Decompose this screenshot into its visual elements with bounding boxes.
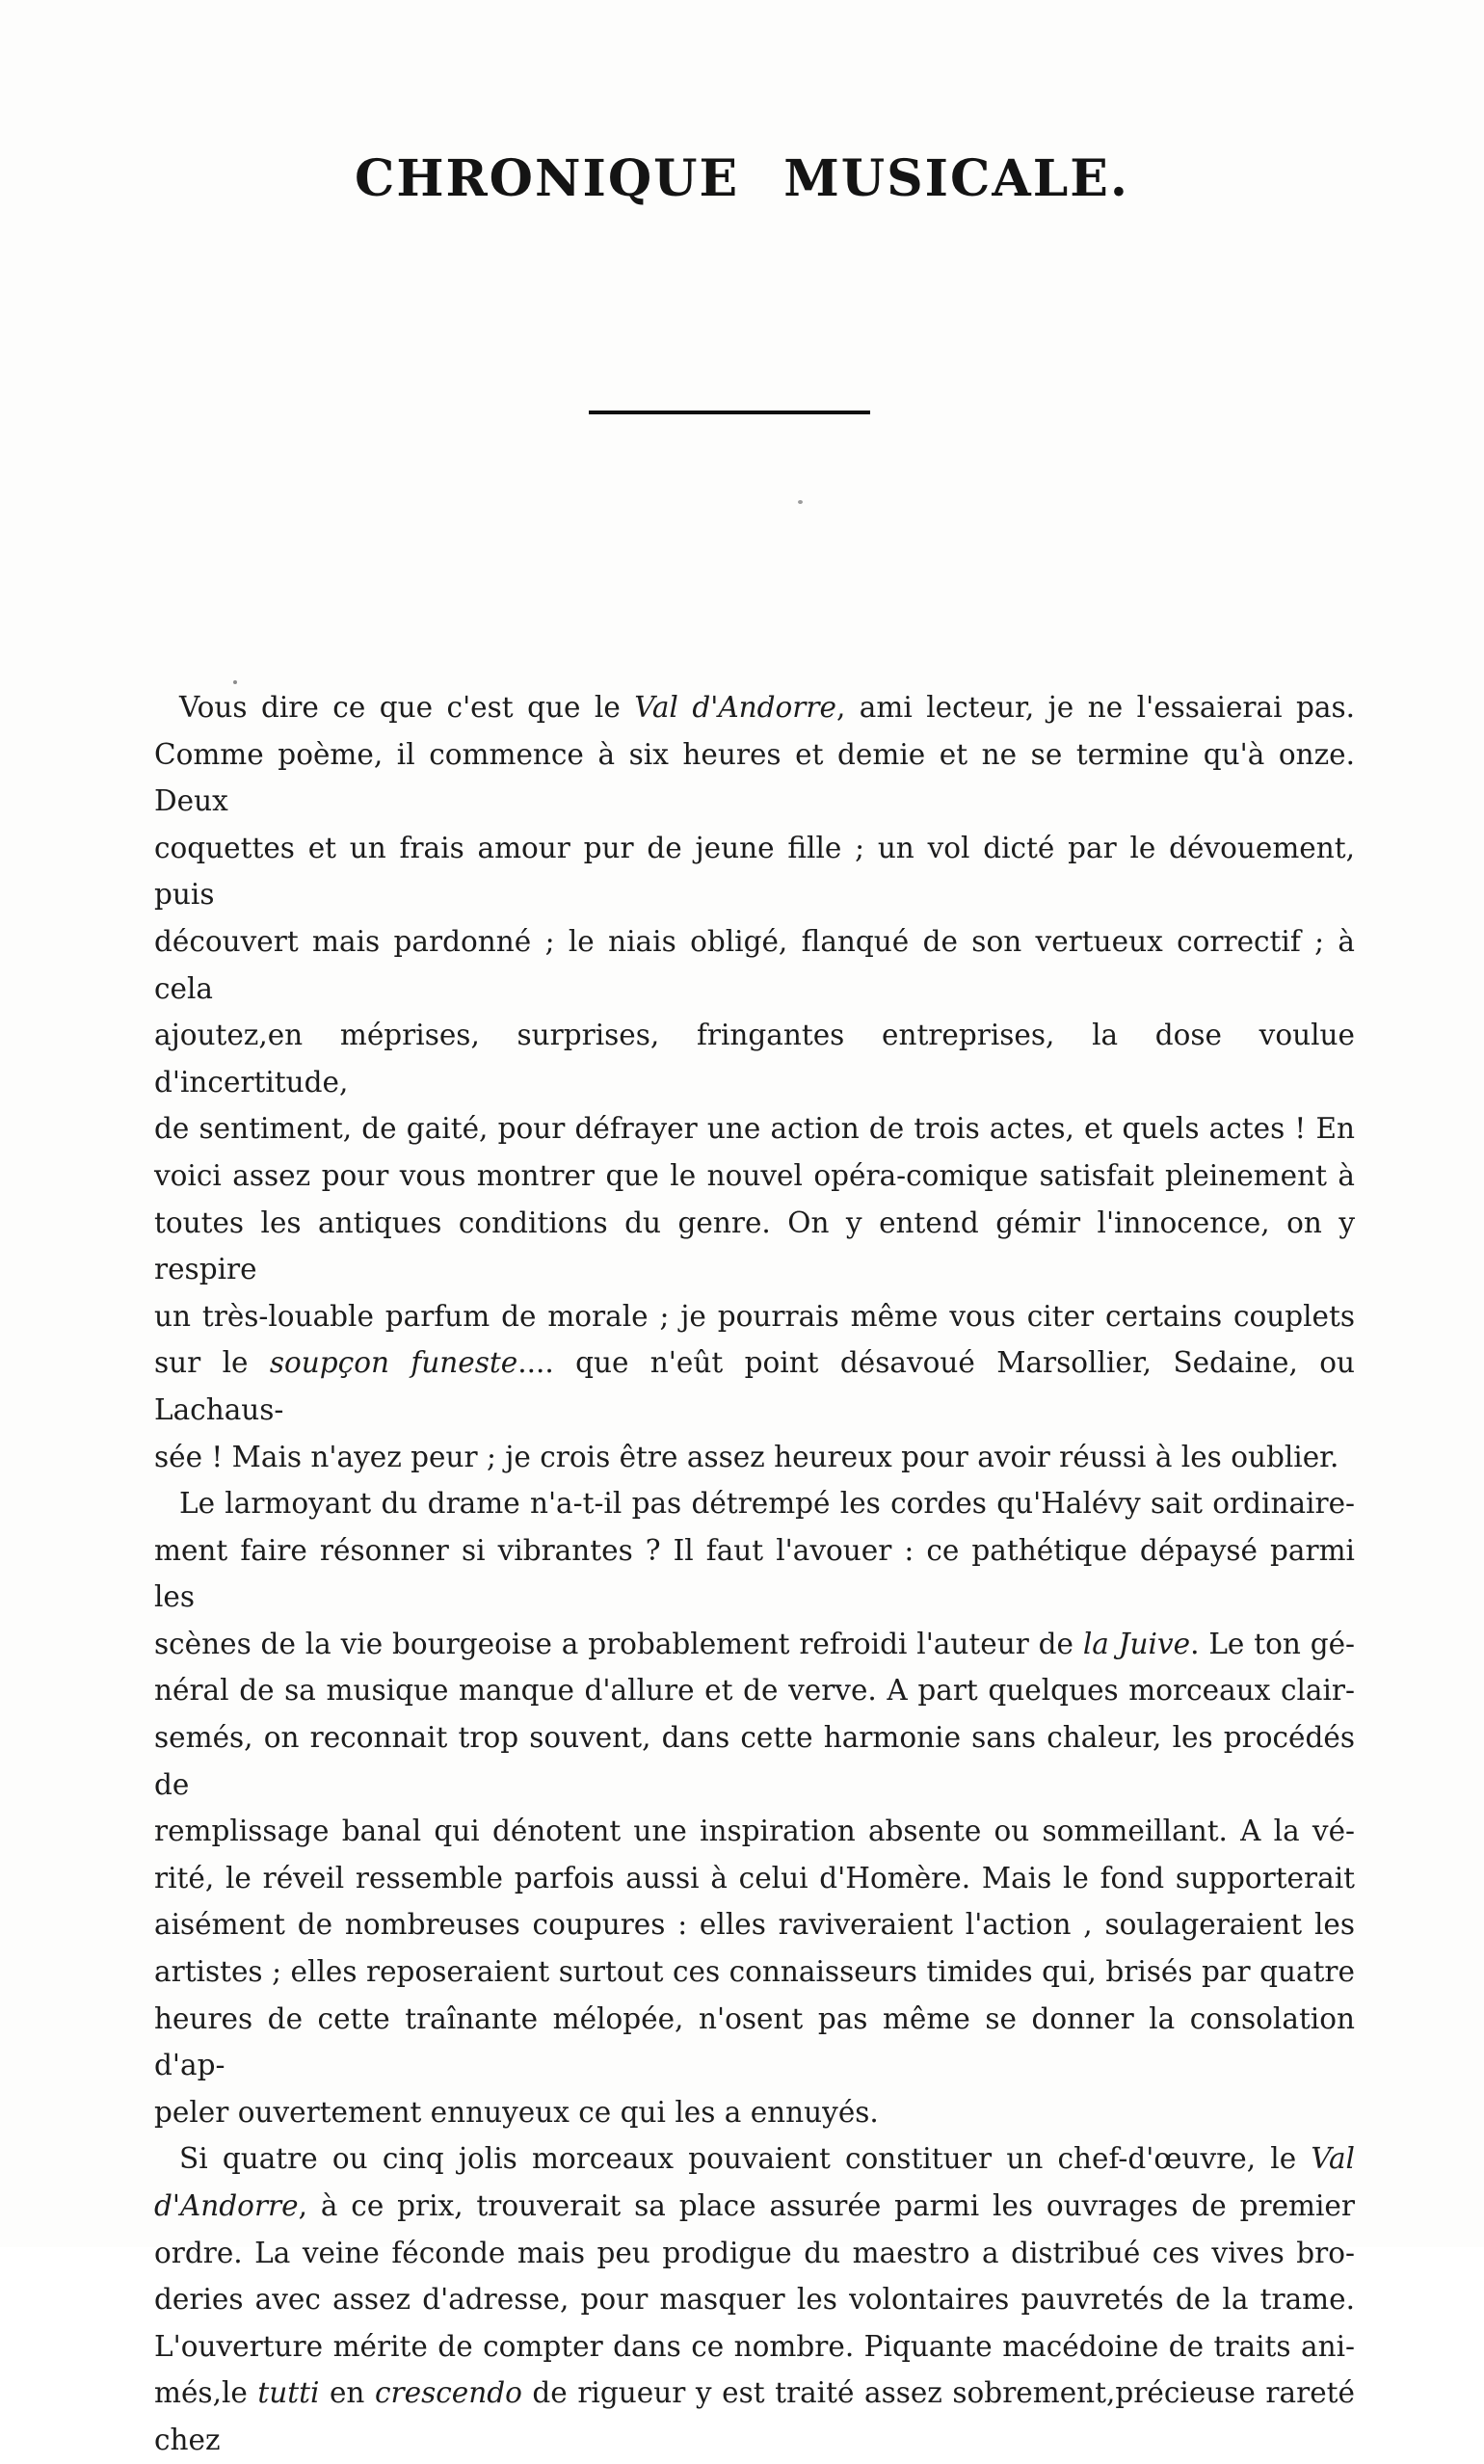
text-run: de sentiment, de gaité, pour défrayer une action de trois actes, et quels actes ! En bbox=[154, 1112, 1355, 1146]
title-divider bbox=[589, 411, 870, 414]
text-run: toutes les antiques conditions du genre. On y entend gémir l'innocence, on y respire bbox=[154, 1206, 1355, 1286]
paragraph bbox=[154, 2135, 1355, 2463]
text-run: sée ! Mais n'ayez peur ; je crois être assez heureux pour avoir réussi à les oublier. bbox=[154, 1440, 1339, 1473]
text-run: rité, le réveil ressemble parfois aussi à celui d'Homère. Mais le fond supporterait bbox=[154, 1861, 1355, 1894]
italic-text-run: Val d'Andorre bbox=[634, 691, 836, 724]
text-run: Vous dire ce que c'est que le bbox=[179, 691, 635, 724]
text-run: deries avec assez d'adresse, pour masquer les volontaires pauvretés de la trame. bbox=[154, 2283, 1355, 2317]
text-run: semés, on reconnait trop souvent, dans cette harmonie sans chaleur, les procédés de bbox=[154, 1721, 1355, 1801]
text-run: remplissage banal qui dénotent une inspiration absente ou sommeillant. A la vé- bbox=[154, 1815, 1355, 1848]
body-text bbox=[154, 684, 1355, 2464]
text-run: L'ouverture mérite de compter dans ce nombre. Piquante macédoine de traits ani- bbox=[154, 2329, 1355, 2363]
text-line bbox=[154, 1200, 1355, 1293]
italic-text-run: crescendo bbox=[375, 2376, 522, 2410]
text-run: néral de sa musique manque d'allure et de verve. A part quelques morceaux clair- bbox=[154, 1674, 1355, 1708]
text-run: més,le bbox=[154, 2376, 258, 2410]
text-line bbox=[154, 1948, 1355, 1996]
text-run: Si quatre ou cinq jolis morceaux pouvaient constituer un chef-d'œuvre, le bbox=[179, 2142, 1312, 2176]
text-line bbox=[154, 731, 1355, 825]
text-line bbox=[154, 1153, 1355, 1200]
text-line bbox=[154, 1808, 1355, 1855]
text-run: , à ce prix, trouverait sa place assurée parmi les ouvrages de premier bbox=[298, 2189, 1355, 2222]
text-line bbox=[154, 1855, 1355, 1902]
text-line bbox=[154, 1714, 1355, 1808]
text-line bbox=[154, 684, 1355, 731]
page-title: CHRONIQUE MUSICALE. bbox=[354, 149, 1130, 208]
italic-text-run: d'Andorre bbox=[154, 2189, 299, 2222]
text-run: aisément de nombreuses coupures : elles raviveraient l'action , soulageraient les bbox=[154, 1908, 1355, 1942]
text-line bbox=[154, 1105, 1355, 1153]
text-line bbox=[154, 1434, 1355, 1481]
text-line bbox=[154, 2089, 1355, 2136]
text-line bbox=[154, 825, 1355, 918]
italic-text-run: Val bbox=[1311, 2142, 1355, 2176]
text-line bbox=[154, 1480, 1355, 1527]
text-run: coquettes et un frais amour pur de jeune fille ; un vol dicté par le dévouement, puis bbox=[154, 831, 1355, 912]
text-run: découvert mais pardonné ; le niais obligé, flanqué de son vertueux correctif ; à cela bbox=[154, 924, 1355, 1005]
text-run: scènes de la vie bourgeoise a probablement refroidi l'auteur de bbox=[154, 1627, 1083, 1660]
text-run: peler ouvertement ennuyeux ce qui les a ennuyés. bbox=[154, 2095, 879, 2129]
text-line bbox=[154, 918, 1355, 1012]
text-run: . Le ton gé- bbox=[1190, 1627, 1355, 1660]
text-line bbox=[154, 1012, 1355, 1105]
text-run: en bbox=[319, 2376, 375, 2410]
text-line bbox=[154, 2323, 1355, 2371]
text-line bbox=[154, 1621, 1355, 1668]
italic-text-run: tutti bbox=[257, 2376, 320, 2410]
text-line bbox=[154, 1339, 1355, 1433]
text-run: de rigueur y est traité assez sobrement,précieuse rareté chez bbox=[154, 2376, 1355, 2456]
text-run: voici assez pour vous montrer que le nouvel opéra-comique satisfait pleinement à bbox=[154, 1158, 1355, 1192]
text-run: sur le bbox=[154, 1346, 270, 1380]
text-run: ordre. La veine féconde mais peu prodigue du maestro a distribué ces vives bro- bbox=[154, 2236, 1355, 2269]
text-line bbox=[154, 1293, 1355, 1340]
text-run: , ami lecteur, je ne l'essaierai pas. bbox=[835, 691, 1355, 724]
text-run: Le larmoyant du drame n'a-t-il pas détrempé les cordes qu'Halévy sait ordinaire- bbox=[179, 1487, 1355, 1521]
italic-text-run: la Juive bbox=[1082, 1627, 1191, 1660]
text-run: un très-louable parfum de morale ; je pourrais même vous citer certains couplets bbox=[154, 1299, 1355, 1333]
text-line bbox=[154, 2230, 1355, 2277]
text-run: ajoutez,en méprises, surprises, fringantes entreprises, la dose voulue d'incertitude, bbox=[154, 1019, 1355, 1099]
text-line bbox=[154, 1527, 1355, 1621]
italic-text-run: soupçon funeste bbox=[269, 1346, 518, 1380]
text-run: ment faire résonner si vibrantes ? Il faut l'avouer : ce pathétique dépaysé parmi les bbox=[154, 1533, 1355, 1614]
text-run: heures de cette traînante mélopée, n'osent pas même se donner la consolation d'ap- bbox=[154, 2001, 1355, 2082]
text-line bbox=[154, 2370, 1355, 2463]
text-run: artistes ; elles reposeraient surtout ces connaisseurs timides qui, brisés par quatre bbox=[154, 1955, 1355, 1989]
scan-speck bbox=[798, 500, 803, 504]
text-line bbox=[154, 2135, 1355, 2183]
text-run: .... que n'eût point désavoué Marsollier, Sedaine, ou Lachaus- bbox=[154, 1346, 1355, 1426]
paragraph bbox=[154, 1480, 1355, 2135]
text-line bbox=[154, 1996, 1355, 2089]
text-line bbox=[154, 2276, 1355, 2323]
text-line bbox=[154, 1901, 1355, 1948]
text-run: Comme poème, il commence à six heures et demie et ne se termine qu'à onze. Deux bbox=[154, 737, 1355, 818]
text-line bbox=[154, 2183, 1355, 2230]
paragraph bbox=[154, 684, 1355, 1480]
text-line bbox=[154, 1667, 1355, 1714]
